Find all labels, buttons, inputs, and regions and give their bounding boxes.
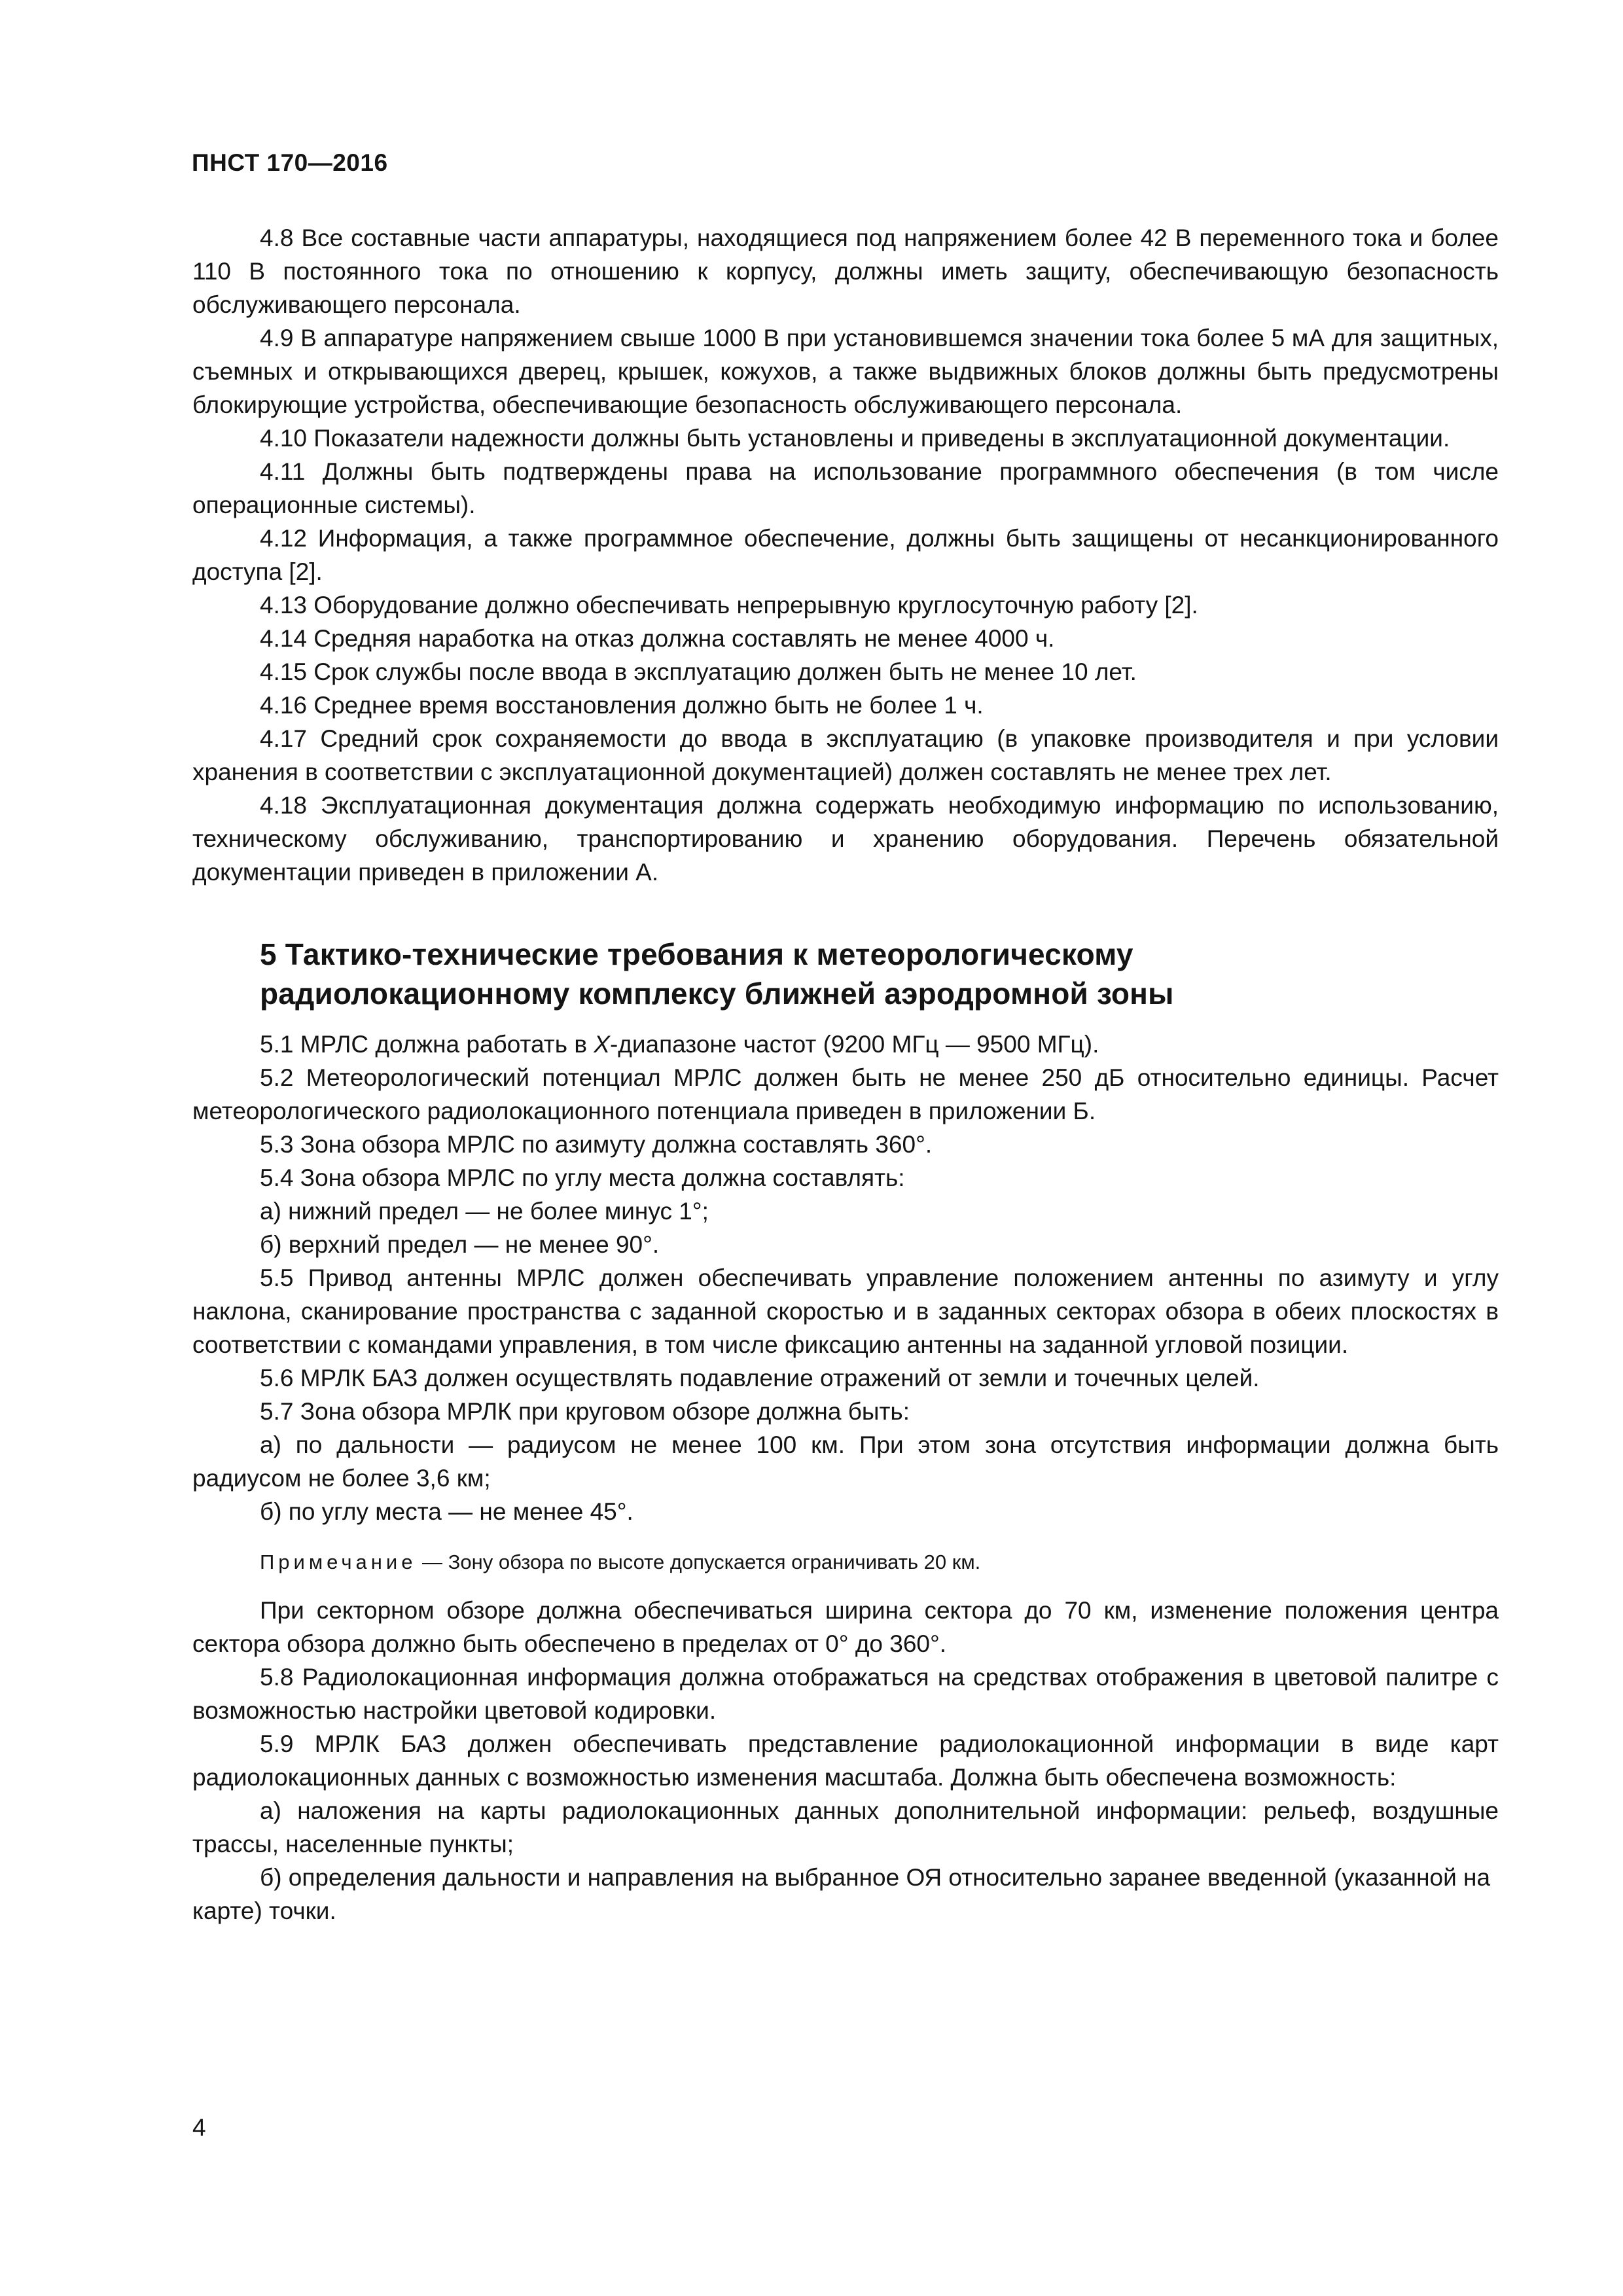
page-number: 4 — [192, 2114, 206, 2141]
paragraph-5-4: 5.4 Зона обзора МРЛС по углу места должна составлять: — [260, 1164, 905, 1191]
list-item-5-7-a: а) по дальности — радиусом не менее 100 км. При этом зона отсутствия информации должна быть радиусом не более 3,6 км; — [192, 1431, 1499, 1492]
paragraph-4-8: 4.8 Все составные части аппаратуры, находящиеся под напряжением более 42 В переменного тока и более 110 В постоянного тока по отношению к корпусу, должны иметь защиту, обеспечивающую безопасность обслуживающего персонала. — [192, 224, 1499, 318]
paragraph-5-6: 5.6 МРЛК БАЗ должен осуществлять подавление отражений от земли и точечных целей. — [260, 1365, 1260, 1391]
paragraph-5-2: 5.2 Метеорологический потенциал МРЛС должен быть не менее 250 дБ относительно единицы. Расчет метеорологического радиолокационного потенциала приведен в приложении Б. — [192, 1064, 1499, 1124]
paragraph-4-14: 4.14 Средняя наработка на отказ должна составлять не менее 4000 ч. — [260, 625, 1055, 652]
document-body — [192, 221, 1499, 1928]
paragraph-4-12: 4.12 Информация, а также программное обеспечение, должны быть защищены от несанкционированного доступа [2]. — [192, 525, 1499, 585]
paragraph-5-3: 5.3 Зона обзора МРЛС по азимуту должна составлять 360°. — [260, 1131, 933, 1158]
band-letter: Х — [594, 1031, 610, 1058]
list-item-5-9-b: б) определения дальности и направления на выбранное ОЯ относительно заранее введенной (указанной на карте) точки. — [192, 1864, 1491, 1924]
paragraph-5-9: 5.9 МРЛК БАЗ должен обеспечивать представление радиолокационной информации в виде карт радиолокационных данных с возможностью изменения масштаба. Должна быть обеспечена возможность: — [192, 1731, 1499, 1791]
note — [192, 1548, 1499, 1577]
paragraph-5-1-start: 5.1 МРЛС должна работать в — [260, 1031, 594, 1058]
note-text: — Зону обзора по высоте допускается ограничивать 20 км. — [416, 1551, 981, 1573]
section-5-heading — [260, 935, 1499, 1013]
paragraph-4-11: 4.11 Должны быть подтверждены права на использование программного обеспечения (в том числе операционные системы). — [192, 458, 1499, 518]
section-5-heading-line-2: радиолокационному комплексу ближней аэродромной зоны — [260, 977, 1174, 1011]
paragraph-4-15: 4.15 Срок службы после ввода в эксплуатацию должен быть не менее 10 лет. — [260, 658, 1137, 685]
paragraph-5-5: 5.5 Привод антенны МРЛС должен обеспечивать управление положением антенны по азимуту и углу наклона, сканирование пространства с заданной скоростью и в заданных секторах обзора в обеих плоскостях в соответствии с командами управления, в том числе фиксацию антенны на заданной угловой позиции. — [192, 1265, 1499, 1358]
paragraph-5-1-end: -диапазоне частот (9200 МГц — 9500 МГц). — [609, 1031, 1099, 1058]
list-item-5-9-a: а) наложения на карты радиолокационных данных дополнительной информации: рельеф, воздушные трассы, населенные пункты; — [192, 1797, 1499, 1857]
list-item-5-7-b: б) по углу места — не менее 45°. — [260, 1498, 633, 1525]
list-item-5-4-b: б) верхний предел — не менее 90°. — [260, 1231, 660, 1258]
paragraph-sector-scan: При секторном обзоре должна обеспечиваться ширина сектора до 70 км, изменение положения центра сектора обзора должно быть обеспечено в пределах от 0° до 360°. — [192, 1597, 1499, 1657]
paragraph-4-18: 4.18 Эксплуатационная документация должна содержать необходимую информацию по использованию, техническому обслуживанию, транспортированию и хранению оборудования. Перечень обязательной документации приведен в приложении А. — [192, 792, 1499, 886]
paragraph-4-9: 4.9 В аппаратуре напряжением свыше 1000 В при установившемся значении тока более 5 мА для защитных, съемных и открывающихся дверец, крышек, кожухов, а также выдвижных блоков должны быть предусмотрены блокирующие устройства, обеспечивающие безопасность обслуживающего персонала. — [192, 325, 1499, 418]
paragraph-4-10: 4.10 Показатели надежности должны быть установлены и приведены в эксплуатационной документации. — [260, 425, 1450, 452]
document-header: ПНСТ 170—2016 — [192, 149, 388, 176]
list-item-5-4-a: а) нижний предел — не более минус 1°; — [260, 1198, 709, 1225]
section-5-heading-line-1: 5 Тактико-технические требования к метеорологическому — [260, 937, 1133, 971]
paragraph-5-8: 5.8 Радиолокационная информация должна отображаться на средствах отображения в цветовой палитре с возможностью настройки цветовой кодировки. — [192, 1664, 1499, 1724]
paragraph-5-1 — [192, 1028, 1499, 1061]
paragraph-5-7: 5.7 Зона обзора МРЛК при круговом обзоре должна быть: — [260, 1398, 910, 1425]
note-label: Примечание — [260, 1551, 417, 1573]
paragraph-4-13: 4.13 Оборудование должно обеспечивать непрерывную круглосуточную работу [2]. — [260, 592, 1198, 619]
paragraph-4-16: 4.16 Среднее время восстановления должно быть не более 1 ч. — [260, 692, 984, 719]
paragraph-4-17: 4.17 Средний срок сохраняемости до ввода в эксплуатацию (в упаковке производителя и при условии хранения в соответствии с эксплуатационной документацией) должен составлять не менее трех лет. — [192, 725, 1499, 785]
